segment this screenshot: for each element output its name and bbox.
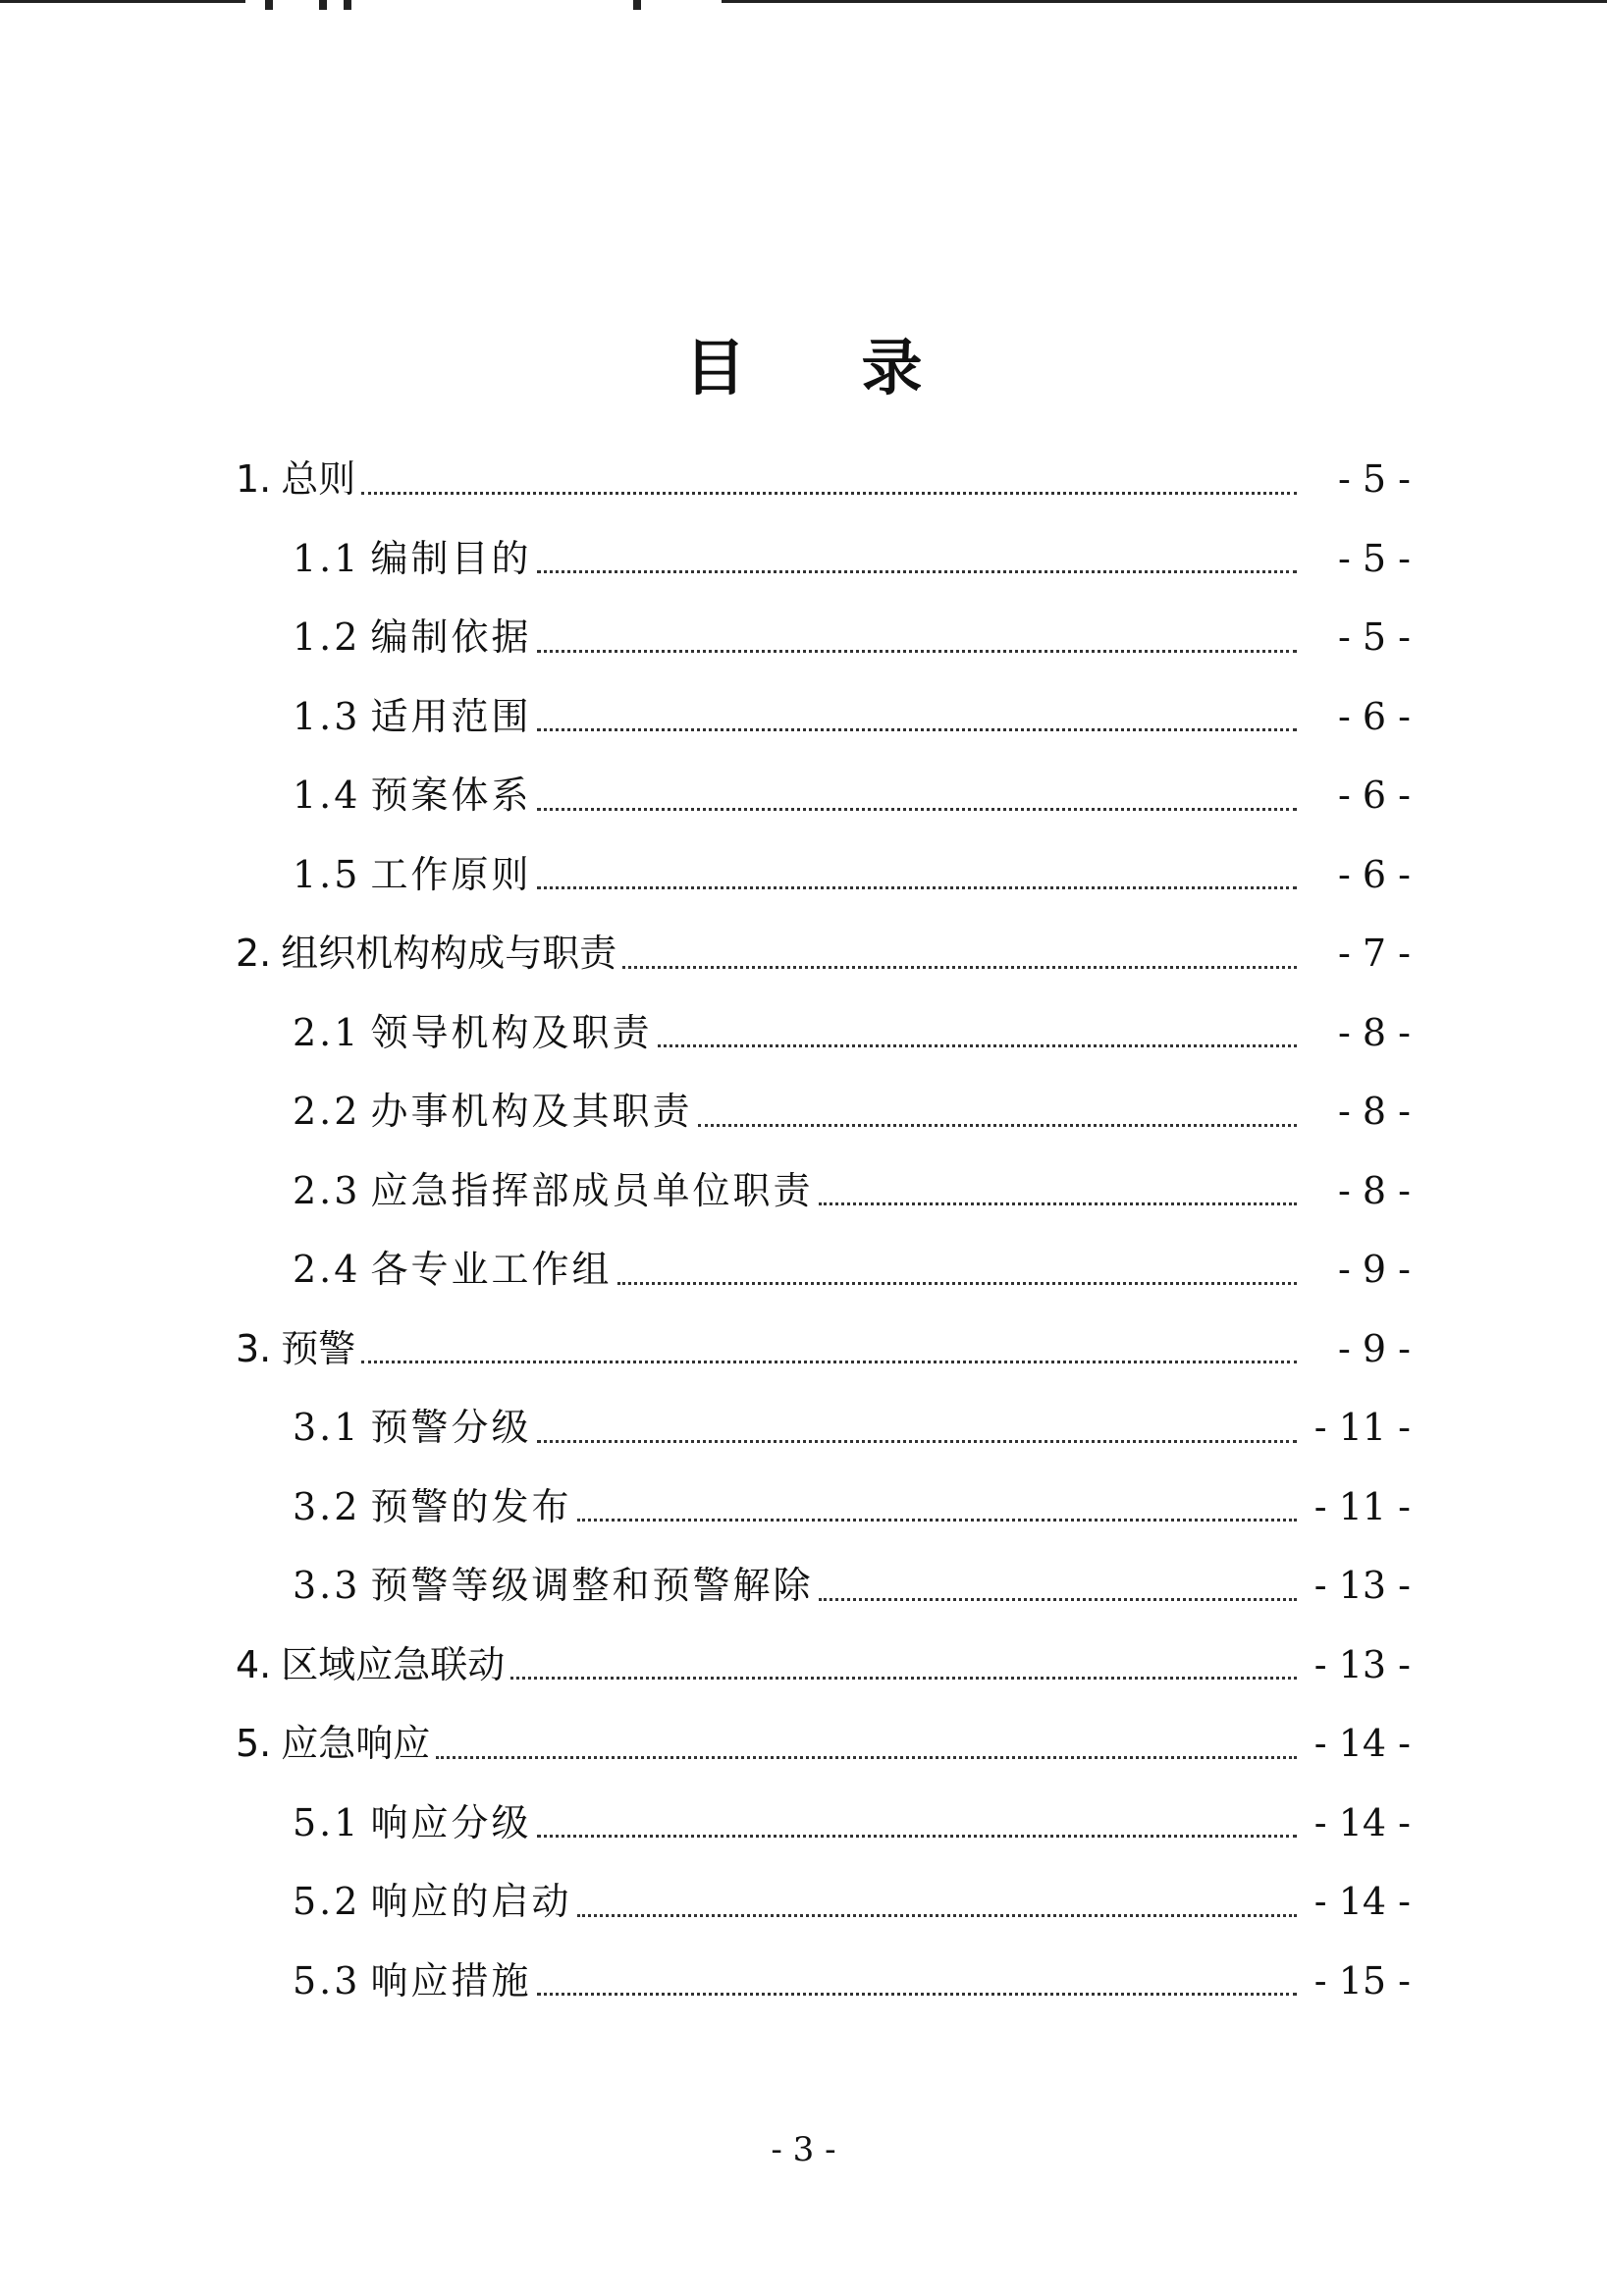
top-mark — [319, 0, 327, 10]
toc-entry-page: - 11 - — [1313, 1484, 1411, 1528]
toc-entry-page: - 13 - — [1313, 1642, 1411, 1686]
toc-entry-label: 预警等级调整和预警解除 — [370, 1564, 814, 1608]
toc-entry-number: 1.5 — [293, 852, 361, 896]
toc-entry-label: 响应措施 — [370, 1958, 532, 2002]
toc-dot-leader — [819, 1598, 1297, 1601]
toc-dot-leader — [698, 1124, 1297, 1127]
toc-entry[interactable] — [236, 519, 1411, 599]
toc-entry[interactable] — [236, 1862, 1411, 1942]
title-char-2: 录 — [861, 332, 923, 403]
toc-entry[interactable] — [236, 1704, 1411, 1784]
toc-entry[interactable] — [236, 835, 1411, 915]
toc-dot-leader — [537, 728, 1297, 731]
toc-dot-leader — [537, 1440, 1297, 1443]
toc-entry-page: - 14 - — [1313, 1722, 1411, 1766]
toc-entry-number: 5.3 — [293, 1958, 361, 2002]
page-number: - 3 - — [771, 2130, 836, 2169]
toc-entry[interactable] — [236, 1546, 1411, 1626]
toc-entry-label: 应急指挥部成员单位职责 — [370, 1168, 814, 1212]
toc-entry-number: 2. — [236, 932, 272, 976]
toc-entry-page: - 8 - — [1337, 1090, 1411, 1134]
toc-entry-number: 3.2 — [293, 1484, 361, 1528]
toc-entry-label: 领导机构及职责 — [370, 1010, 653, 1054]
toc-dot-leader — [617, 1282, 1297, 1285]
toc-entry-number: 3.3 — [293, 1564, 361, 1608]
toc-dot-leader — [658, 1044, 1297, 1047]
toc-entry-page: - 15 - — [1313, 1958, 1411, 2002]
toc-entry[interactable] — [236, 914, 1411, 993]
toc-dot-leader — [537, 886, 1297, 889]
toc-entry[interactable] — [236, 993, 1411, 1073]
toc-entry-page: - 6 - — [1337, 852, 1411, 896]
toc-dot-leader — [577, 1914, 1297, 1917]
toc-entry-page: - 13 - — [1313, 1564, 1411, 1608]
toc-entry-label: 预警 — [281, 1326, 356, 1370]
toc-dot-leader — [361, 492, 1297, 495]
toc-entry[interactable] — [236, 598, 1411, 677]
toc-dot-leader — [537, 570, 1297, 573]
toc-dot-leader — [537, 1993, 1297, 1996]
toc-dot-leader — [819, 1202, 1297, 1205]
toc-entry[interactable] — [236, 1309, 1411, 1389]
toc-entry-label: 编制依据 — [370, 615, 532, 660]
toc-entry[interactable] — [236, 1942, 1411, 2021]
toc-entry-label: 组织机构构成与职责 — [281, 932, 617, 976]
toc-entry[interactable] — [236, 1388, 1411, 1468]
toc-entry-number: 1. — [236, 457, 272, 502]
top-mark — [633, 0, 641, 10]
toc-dot-leader — [537, 650, 1297, 653]
toc-entry-label: 工作原则 — [370, 852, 532, 896]
toc-entry-page: - 5 - — [1337, 536, 1411, 580]
toc-entry-number: 2.4 — [293, 1248, 361, 1292]
toc-entry[interactable] — [236, 677, 1411, 757]
toc-entry-label: 办事机构及其职责 — [370, 1090, 693, 1134]
toc-entry[interactable] — [236, 440, 1411, 519]
toc-entry-page: - 6 - — [1337, 694, 1411, 738]
toc-entry-number: 3. — [236, 1326, 272, 1370]
toc-entry-page: - 9 - — [1337, 1248, 1411, 1292]
page-title — [0, 319, 1607, 406]
top-mark — [265, 0, 273, 10]
toc-entry[interactable] — [236, 756, 1411, 835]
toc-entry-page: - 11 - — [1313, 1406, 1411, 1450]
toc-entry[interactable] — [236, 1072, 1411, 1151]
toc-entry-page: - 9 - — [1337, 1326, 1411, 1370]
toc-entry-label: 编制目的 — [370, 536, 532, 580]
toc-entry[interactable] — [236, 1626, 1411, 1705]
toc-entry-number: 1.1 — [293, 536, 361, 580]
toc-dot-leader — [537, 808, 1297, 811]
table-of-contents — [236, 440, 1411, 2020]
toc-entry-number: 5. — [236, 1722, 272, 1766]
toc-entry-page: - 7 - — [1337, 932, 1411, 976]
toc-entry-number: 2.1 — [293, 1010, 361, 1054]
toc-entry-page: - 6 - — [1337, 774, 1411, 818]
toc-entry[interactable] — [236, 1151, 1411, 1231]
toc-dot-leader — [537, 1835, 1297, 1838]
toc-entry-label: 响应分级 — [370, 1800, 532, 1844]
toc-entry-label: 总则 — [281, 457, 356, 502]
toc-entry-number: 5.2 — [293, 1880, 361, 1924]
toc-dot-leader — [577, 1519, 1297, 1522]
toc-entry-number: 1.4 — [293, 774, 361, 818]
toc-dot-leader — [436, 1756, 1297, 1759]
toc-entry[interactable] — [236, 1468, 1411, 1547]
top-rule-left — [0, 0, 245, 3]
toc-entry-label: 响应的启动 — [370, 1880, 572, 1924]
title-char-1: 目 — [684, 332, 746, 403]
toc-entry-number: 2.2 — [293, 1090, 361, 1134]
toc-entry-page: - 5 - — [1337, 457, 1411, 502]
toc-entry-number: 1.3 — [293, 694, 361, 738]
toc-entry-page: - 5 - — [1337, 615, 1411, 660]
toc-entry-label: 预警分级 — [370, 1406, 532, 1450]
toc-entry-number: 2.3 — [293, 1168, 361, 1212]
toc-entry-number: 4. — [236, 1642, 272, 1686]
toc-dot-leader — [510, 1677, 1297, 1680]
toc-entry[interactable] — [236, 1784, 1411, 1863]
toc-entry-label: 各专业工作组 — [370, 1248, 613, 1292]
toc-entry-label: 区域应急联动 — [281, 1642, 506, 1686]
toc-entry-page: - 8 - — [1337, 1168, 1411, 1212]
toc-dot-leader — [361, 1361, 1297, 1363]
toc-entry-label: 预案体系 — [370, 774, 532, 818]
top-rule-right — [722, 0, 1607, 3]
toc-entry-label: 应急响应 — [281, 1722, 431, 1766]
toc-entry-label: 预警的发布 — [370, 1484, 572, 1528]
toc-entry-page: - 14 - — [1313, 1800, 1411, 1844]
toc-dot-leader — [622, 966, 1297, 969]
toc-entry-page: - 14 - — [1313, 1880, 1411, 1924]
toc-entry-number: 5.1 — [293, 1800, 361, 1844]
toc-entry-number: 1.2 — [293, 615, 361, 660]
top-mark — [344, 0, 351, 10]
toc-entry-page: - 8 - — [1337, 1010, 1411, 1054]
toc-entry-label: 适用范围 — [370, 694, 532, 738]
toc-entry-number: 3.1 — [293, 1406, 361, 1450]
toc-entry[interactable] — [236, 1230, 1411, 1309]
